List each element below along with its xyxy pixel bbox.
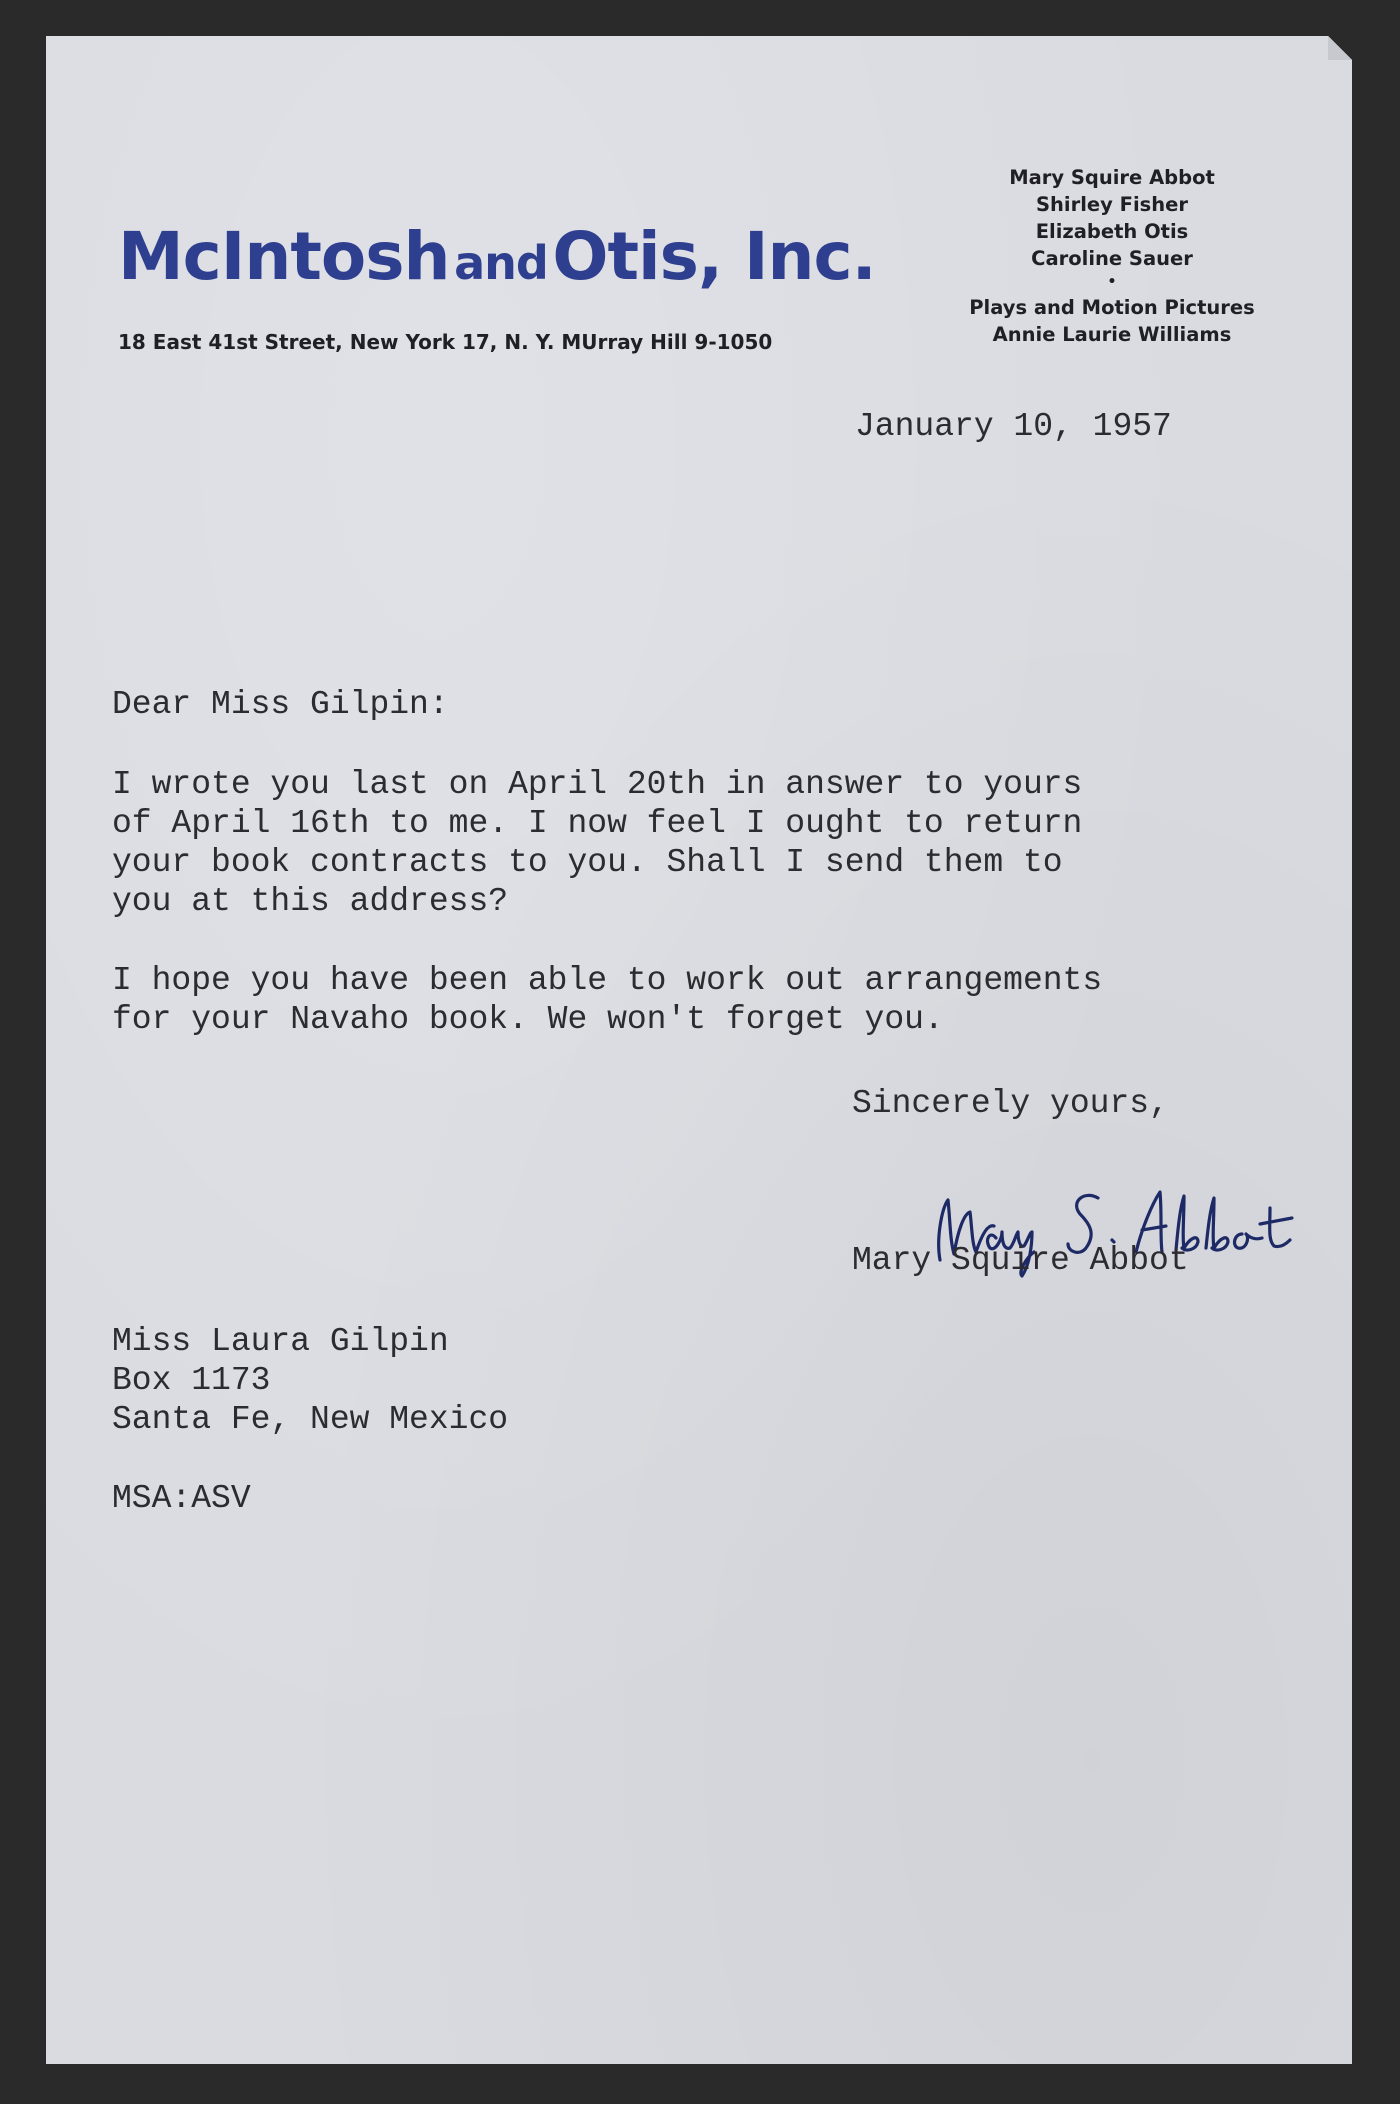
firm-address: 18 East 41st Street, New York 17, N. Y. MUrray Hill 9-1050: [118, 330, 773, 354]
folded-corner: [1328, 36, 1352, 60]
recipient-line: Miss Laura Gilpin: [112, 1323, 449, 1360]
firm-name: [118, 218, 876, 295]
closing: Sincerely yours,: [852, 1085, 1169, 1122]
body-line: your book contracts to you. Shall I send them to: [112, 844, 1063, 881]
paragraph-1: [112, 765, 1082, 921]
salutation: Dear Miss Gilpin:: [112, 686, 449, 723]
staff-separator-bullet: •: [1107, 274, 1117, 290]
staff-name: Elizabeth Otis: [1035, 220, 1189, 243]
firm-name-and: and: [454, 236, 548, 290]
body-line: for your Navaho book. We won't forget you.: [112, 1001, 944, 1038]
firm-name-part1: McIntosh: [118, 218, 450, 295]
paragraph-2: [112, 961, 1102, 1039]
staff-name: Shirley Fisher: [1036, 193, 1188, 216]
body-line: I hope you have been able to work out arrangements: [112, 962, 1103, 999]
staff-list: [940, 164, 1284, 348]
firm-name-part2: Otis, Inc.: [552, 218, 876, 295]
staff-name: Mary Squire Abbot: [1009, 166, 1215, 189]
recipient-line: Santa Fe, New Mexico: [112, 1401, 509, 1438]
body-line: of April 16th to me. I now feel I ought to return: [112, 805, 1083, 842]
letter-date: January 10, 1957: [855, 408, 1172, 445]
signer-name: Mary Squire Abbot: [852, 1242, 1189, 1279]
reference-initials: MSA:ASV: [112, 1480, 251, 1517]
department-label: Plays and Motion Pictures: [969, 296, 1255, 319]
recipient-line: Box 1173: [112, 1362, 271, 1399]
department-contact: Annie Laurie Williams: [992, 323, 1232, 346]
staff-name: Caroline Sauer: [1031, 247, 1193, 270]
recipient-address: [112, 1322, 508, 1439]
body-line: you at this address?: [112, 883, 509, 920]
body-line: I wrote you last on April 20th in answer to yours: [112, 766, 1083, 803]
